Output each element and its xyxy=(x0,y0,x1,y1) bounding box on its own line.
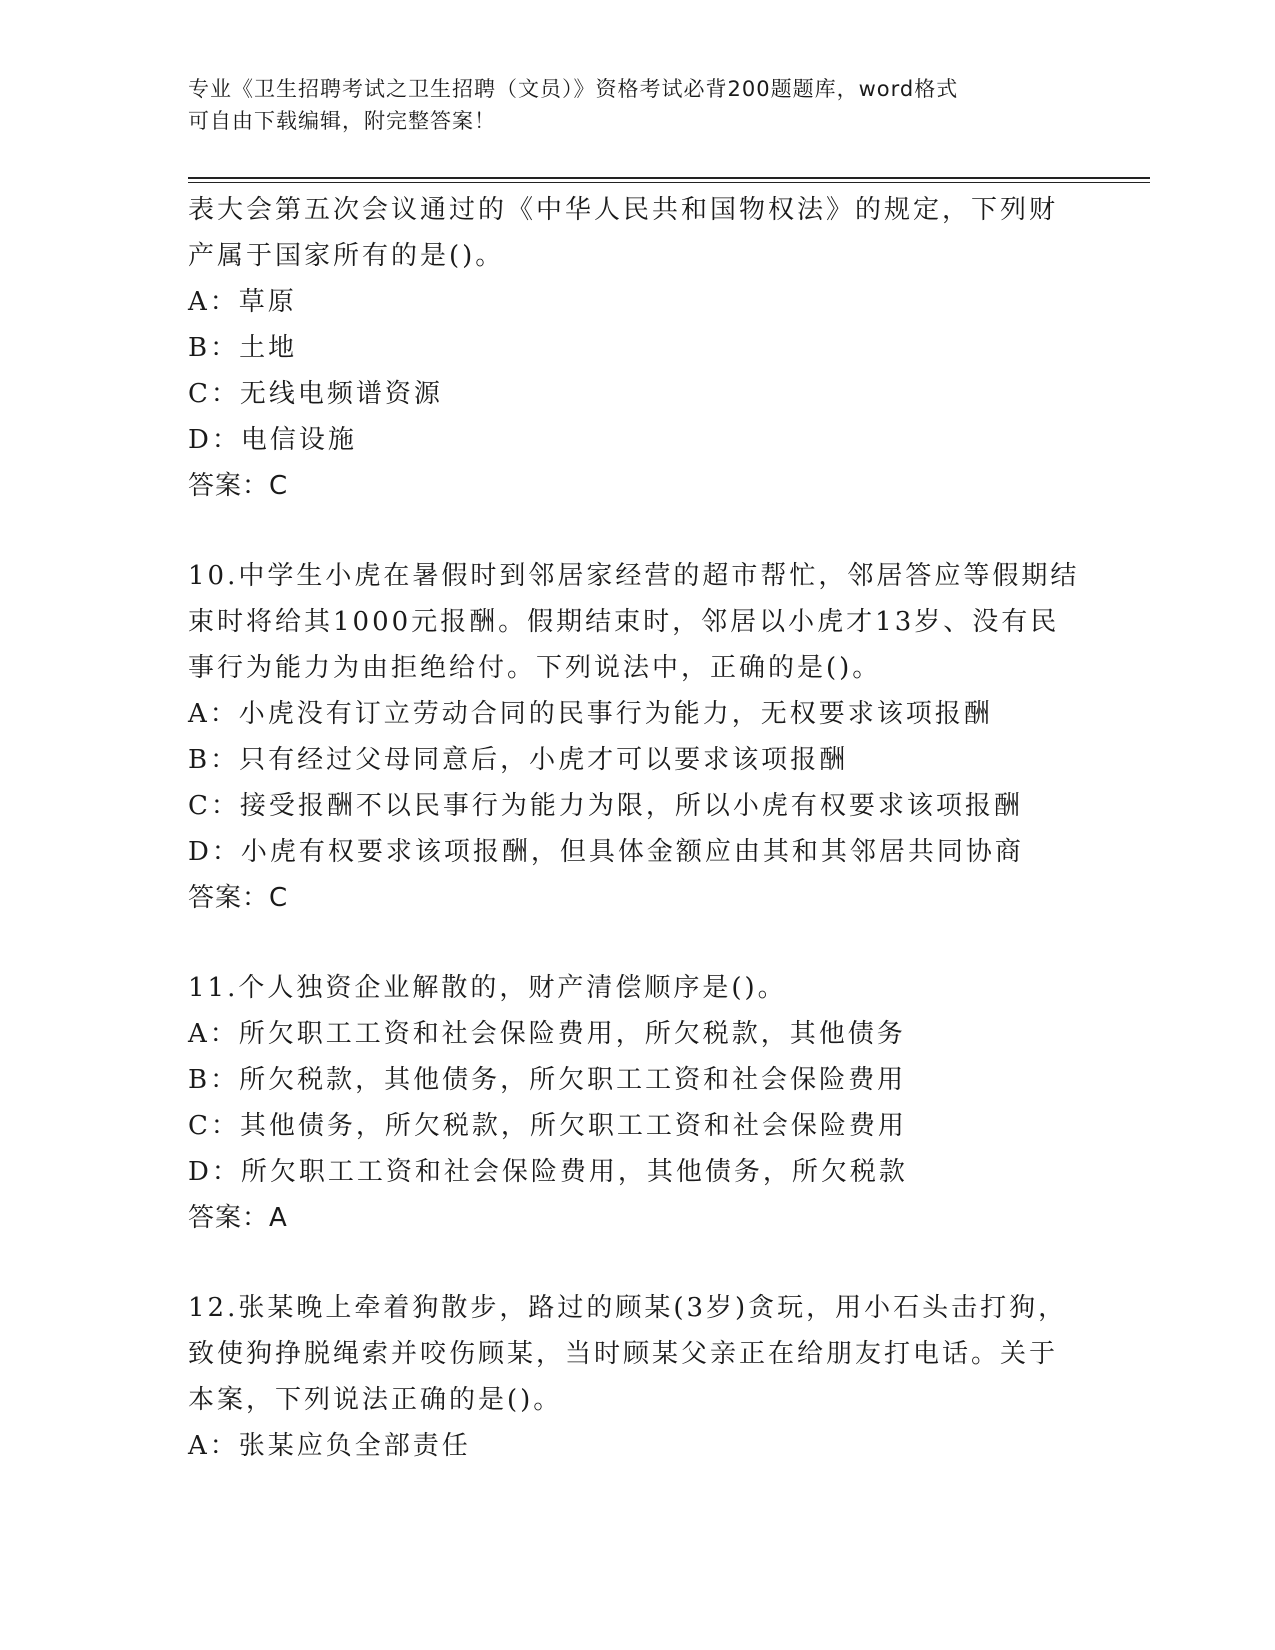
question-12-stem-line-3: 本案，下列说法正确的是()。 xyxy=(188,1385,563,1415)
header-divider-thick xyxy=(188,177,1150,179)
question-10-answer: 答案：C xyxy=(188,883,289,913)
question-10-option-b: B：只有经过父母同意后，小虎才可以要求该项报酬 xyxy=(188,745,849,775)
question-spacer xyxy=(188,1241,1108,1285)
question-9-stem-line-2: 产属于国家所有的是()。 xyxy=(188,241,505,271)
question-11-option-a: A：所欠职工工资和社会保险费用，所欠税款，其他债务 xyxy=(188,1019,906,1049)
question-11-stem-line-1: 11.个人独资企业解散的，财产清偿顺序是()。 xyxy=(188,973,787,1003)
question-9-option-b: B：土地 xyxy=(188,333,298,363)
question-9 xyxy=(188,187,1108,509)
question-10-stem-line-1: 10.中学生小虎在暑假时到邻居家经营的超市帮忙，邻居答应等假期结 xyxy=(188,561,1080,591)
header-line-2: 可自由下载编辑，附完整答案！ xyxy=(188,109,496,133)
question-10-option-a: A：小虎没有订立劳动合同的民事行为能力，无权要求该项报酬 xyxy=(188,699,993,729)
question-10-stem-line-3: 事行为能力为由拒绝给付。下列说法中，正确的是()。 xyxy=(188,653,882,683)
question-9-answer: 答案：C xyxy=(188,471,289,501)
header-line-1: 专业《卫生招聘考试之卫生招聘（文员）》资格考试必背200题题库，word格式 xyxy=(188,77,959,101)
question-9-stem-line-1: 表大会第五次会议通过的《中华人民共和国物权法》的规定，下列财 xyxy=(188,195,1059,225)
question-12-option-a: A：张某应负全部责任 xyxy=(188,1431,471,1461)
question-9-option-d: D：电信设施 xyxy=(188,425,357,455)
header-divider-thin xyxy=(188,182,1150,183)
question-10-option-d: D：小虎有权要求该项报酬，但具体金额应由其和其邻居共同协商 xyxy=(188,837,1024,867)
question-12-stem-line-2: 致使狗挣脱绳索并咬伤顾某，当时顾某父亲正在给朋友打电话。关于 xyxy=(188,1339,1059,1369)
question-11-answer: 答案：A xyxy=(188,1203,288,1233)
question-spacer xyxy=(188,509,1108,553)
question-9-option-a: A：草原 xyxy=(188,287,297,317)
question-11-option-c: C：其他债务，所欠税款，所欠职工工资和社会保险费用 xyxy=(188,1111,907,1141)
question-spacer xyxy=(188,921,1108,965)
question-12 xyxy=(188,1285,1108,1469)
question-list xyxy=(188,187,1108,1469)
question-12-stem-line-1: 12.张某晚上牵着狗散步，路过的顾某(3岁)贪玩，用小石头击打狗， xyxy=(188,1293,1068,1323)
document-header xyxy=(188,73,1088,137)
question-11-option-b: B：所欠税款，其他债务，所欠职工工资和社会保险费用 xyxy=(188,1065,907,1095)
question-9-option-c: C：无线电频谱资源 xyxy=(188,379,443,409)
question-10 xyxy=(188,553,1108,921)
question-10-stem-line-2: 束时将给其1000元报酬。假期结束时，邻居以小虎才13岁、没有民 xyxy=(188,607,1060,637)
question-11-option-d: D：所欠职工工资和社会保险费用，其他债务，所欠税款 xyxy=(188,1157,908,1187)
question-10-option-c: C：接受报酬不以民事行为能力为限，所以小虎有权要求该项报酬 xyxy=(188,791,1023,821)
question-11 xyxy=(188,965,1108,1241)
